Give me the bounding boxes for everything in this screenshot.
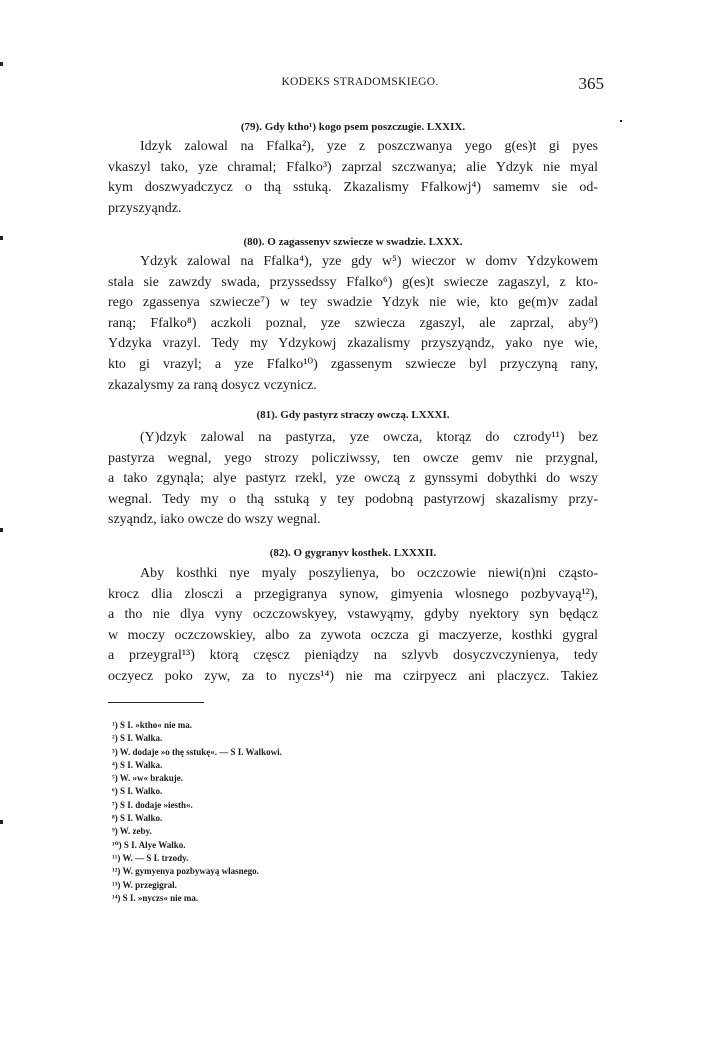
text-line: vkaszyl tako, yze chramal; Ffalko³) zaprzal szczwanya; alie Ydzyk nie myal [108,159,598,175]
text-line: Ydzyka vrazyl. Tedy my Ydzykowj zkazalismy przyszyąndz, yako nye wie, [108,336,598,352]
footnote: ¹) S I. »ktho« nie ma. [112,720,192,730]
footnote: ⁵) W. »w« brakuje. [112,773,183,784]
section-body-82 [108,564,598,688]
section-heading-79: (79). Gdy ktho¹) kogo psem poszczugie. LXXIX. [240,121,466,133]
footnote: ¹⁴) S I. »nyczs« nie ma. [112,892,199,903]
text-line: Ydzyk zalowal na Ffalka⁴), yze gdy w⁵) wieczor w domv Ydzykowem [140,254,598,269]
section-body-81 [108,428,598,531]
text-line: kym doszwyadczycz o thą sstuką. Zkazalismy Ffalkowj⁴) samemv sie od- [108,180,598,196]
page-number: 365 [578,74,604,93]
footnote: ⁴) S I. Walka. [112,759,163,770]
text-line: Idzyk zalowal na Ffalka²), yze z poszczwanya yego g(es)t gi pyes [140,139,598,154]
section-body-80 [108,252,598,396]
text-line: Aby kosthki nye myaly poszylienya, bo oczczowie niewi(n)ni cząsto- [140,566,598,581]
section-heading-80: (80). O zagassenyv szwiecze w swadzie. LXXX. [243,236,463,248]
scan-mark [0,236,3,240]
text-line: szyąndz, iako owcze do wszy wegnal. [108,512,321,528]
header-title: KODEKS STRADOMSKIEGO. [281,76,439,88]
section-heading-82: (82). O gygranyv kosthek. LXXXII. [269,547,437,559]
text-line: zkazalysmy za raną dosycz vczynicz. [108,377,317,393]
section-heading-81: (81). Gdy pastyrz straczy owczą. LXXXI. [256,409,450,421]
text-line: kto gi vrazyl; a yze Ffalko¹⁰) zgassenym szwiecze byl przyczyną rany, [108,356,598,372]
footnote: ¹²) W. gymyenya pozbywayą wlasnego. [112,866,259,877]
footnote: ⁸) S I. Walko. [112,813,163,824]
text-line: stala sie zawzdy swada, przyssedssy Ffalko⁶) g(es)t swiecze zagaszyl, z kto- [108,274,598,290]
scan-mark [0,62,3,66]
footnote: ⁷) S I. dodaje »iesth«. [112,799,193,810]
footnote: ⁹) W. zeby. [112,826,152,837]
footnote: ²) S I. Walka. [112,733,163,744]
text-line: a tako zgynąla; alye pastyrz rzekl, yze owczą z gynssymi dobythki do wszy [108,471,598,487]
scan-mark [0,528,3,532]
text-line: pastyrza wegnal, yego strozy policziwssy, ten owcze gemv nie przygnal, [108,450,598,466]
scan-mark [0,820,3,824]
footnote: ⁶) S I. Walko. [112,786,163,797]
footnote: ¹⁰) S I. Alye Walko. [112,839,186,850]
text-line: a tho nie dlya vyny oczczowskyey, vstawyąmy, gdyby nyektory syn będącz [108,607,598,623]
text-line: raną; Ffalko⁸) aczkoli poznal, yze szwiecza zgaszyl, ale zaprzal, aby⁹) [108,315,598,331]
scan-mark [620,120,622,122]
footnote: ¹¹) W. — S I. trzody. [112,852,189,863]
footnotes [112,719,532,905]
text-line: krocz dlia zlosczi a przegigranya synow, gimyenia wlosnego pozbyvayą¹²), [108,586,598,602]
text-line: wegnal. Tedy my o thą sstuką y tey podobną pastyrzowj skazalismy przy- [108,491,598,507]
text-line: a przeygral¹³) ktorą częscz pieniądzy na szlyvb dosyczvczynienya, tedy [108,648,598,664]
text-line: przyszyąndz. [108,200,182,216]
text-line: oczyecz poko zyw, za to nyczs¹⁴) nie ma czirpyecz ani placzycz. Takiez [108,668,598,684]
text-line: w moczy oczczowskiey, albo za zywota oczcza gi maczyerze, kosthki gygral [108,627,598,643]
text-line: (Y)dzyk zalowal na pastyrza, yze owcza, ktorąz do czrody¹¹) bez [140,430,598,445]
section-body-79 [108,137,598,219]
footnote: ¹³) W. przegigral. [112,879,177,890]
footnote-divider [108,702,204,703]
footnote: ³) W. dodaje »o thę sstukę«. — S I. Walkowi. [112,746,282,757]
text-line: rego zgassenya szwiecze⁷) w tey swadzie Ydzyk nie wie, kto ge(m)v zadal [108,295,598,311]
